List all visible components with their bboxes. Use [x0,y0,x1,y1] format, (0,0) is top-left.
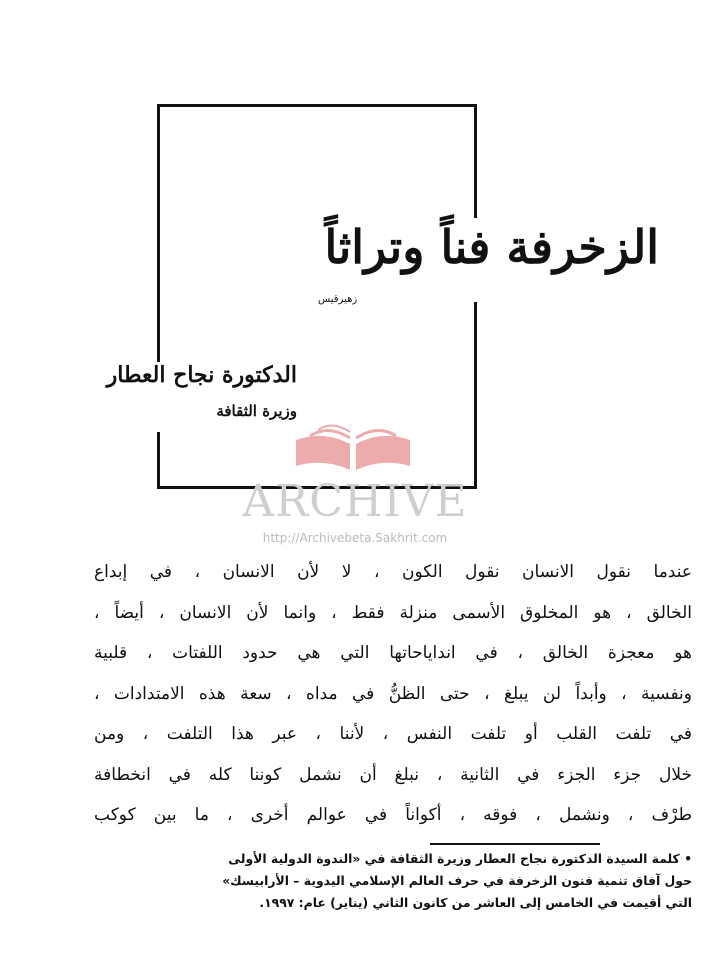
open-book-icon [288,418,418,478]
footnote-line: • كلمة السيدة الدكتورة نجاح العطار وزيرة الثقافة في «الندوة الدولية الأولى [228,851,692,866]
calligrapher-signature: زهيرقيس [318,294,358,305]
body-line: في تلفت القلب أو تلفت النفس ، لأننا ، عبر هذا التلفت ، ومن [94,724,692,744]
footnote [92,848,692,914]
footnote-line: التي أقيمت في الخامس إلى العاشر من كانون الثاني (يناير) عام: ١٩٩٧. [259,895,692,910]
body-line: خلال جزء الجزء في الثانية ، نبلغ أن نشمل كوننا كله في انخطافة [94,764,692,785]
watermark-url: http://Archivebeta.Sakhrit.com [262,531,448,545]
author-name: الدكتورة نجاح العطار [106,362,297,388]
watermark-name: ARCHIVE [242,476,468,527]
body-line: ونفسية ، وأبداً لن يبلغ ، حتى الظنُّ في مداه ، سعة هذه الامتدادات ، [94,683,692,704]
article-body [94,552,692,836]
body-line: عندما نقول الانسان نقول الكون ، لا لأن الانسان ، في إبداع [94,562,692,582]
footnote-divider [430,843,600,845]
body-line: هو معجزة الخالق ، في انداياحاتها التي هي حدود اللفتات ، قلبية [94,643,692,663]
footnote-line: حول آفاق تنمية فنون الزخرفة في حرف العالم الإسلامي اليدوية – الأرابيسك» [222,873,692,888]
article-title: الزخرفة فناً وتراثاً [324,220,659,274]
author-role: وزيرة الثقافة [216,402,297,420]
body-line: طرْف ، ونشمل ، فوقه ، أكواناً في عوالم أخرى ، ما بين كوكب [94,805,692,825]
body-line: الخالق ، هو المخلوق الأسمى منزلة فقط ، وانما لأن الانسان ، أيضاً ، [94,602,692,623]
